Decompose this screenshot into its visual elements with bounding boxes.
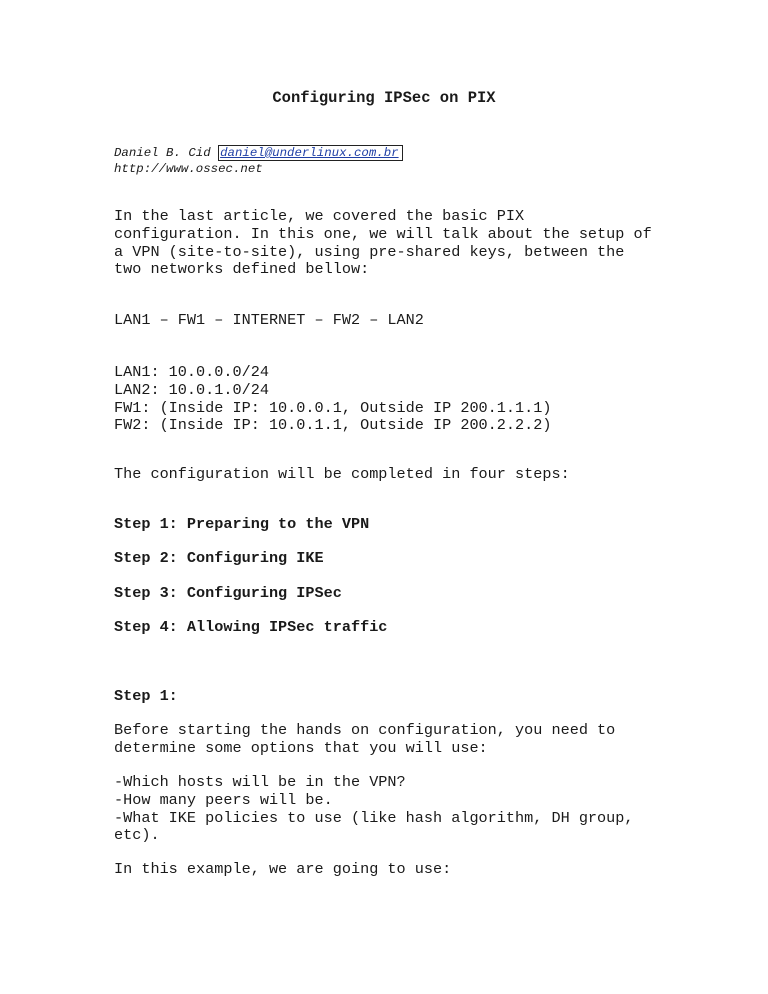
- step1-line: Before starting the hands on configuration, you need to: [114, 721, 616, 739]
- step-item-1: Step 1: Preparing to the VPN: [114, 515, 370, 533]
- author-site-link[interactable]: http://www.ossec.net: [114, 161, 263, 176]
- step-item-4: Step 4: Allowing IPSec traffic: [114, 618, 388, 636]
- questions-list: [114, 774, 634, 845]
- page-title: Configuring IPSec on PIX: [272, 89, 496, 107]
- example-line: In this example, we are going to use:: [114, 860, 452, 878]
- network-line: LAN1: 10.0.0.0/24: [114, 363, 269, 381]
- intro-line: a VPN (site-to-site), using pre-shared keys, between the: [114, 242, 625, 261]
- intro-line: In the last article, we covered the basic PIX: [114, 207, 525, 225]
- step1-heading: Step 1:: [114, 687, 178, 705]
- question-item: etc).: [114, 826, 160, 845]
- step-item-2: Step 2: Configuring IKE: [114, 549, 324, 567]
- step1-line: determine some options that you will use:: [114, 738, 488, 757]
- question-item: -What IKE policies to use (like hash algorithm, DH group,: [114, 808, 634, 827]
- intro-paragraph: [114, 208, 652, 279]
- steps-intro: The configuration will be completed in four steps:: [114, 465, 570, 483]
- network-topology: LAN1 – FW1 – INTERNET – FW2 – LAN2: [114, 311, 424, 329]
- author-block: [114, 146, 403, 177]
- question-item: -How many peers will be.: [114, 790, 333, 809]
- author-email-link[interactable]: daniel@underlinux.com.br: [218, 145, 402, 161]
- author-name: Daniel B. Cid: [114, 146, 211, 160]
- network-line: FW2: (Inside IP: 10.0.1.1, Outside IP 200.2.2.2): [114, 416, 552, 435]
- intro-line: two networks defined bellow:: [114, 260, 370, 279]
- network-definitions: [114, 364, 551, 435]
- question-item: -Which hosts will be in the VPN?: [114, 773, 406, 791]
- network-line: FW1: (Inside IP: 10.0.0.1, Outside IP 200.1.1.1): [114, 398, 552, 417]
- network-line: LAN2: 10.0.1.0/24: [114, 380, 269, 399]
- intro-line: configuration. In this one, we will talk about the setup of: [114, 224, 652, 243]
- step-item-3: Step 3: Configuring IPSec: [114, 584, 342, 602]
- step1-paragraph: [114, 722, 615, 758]
